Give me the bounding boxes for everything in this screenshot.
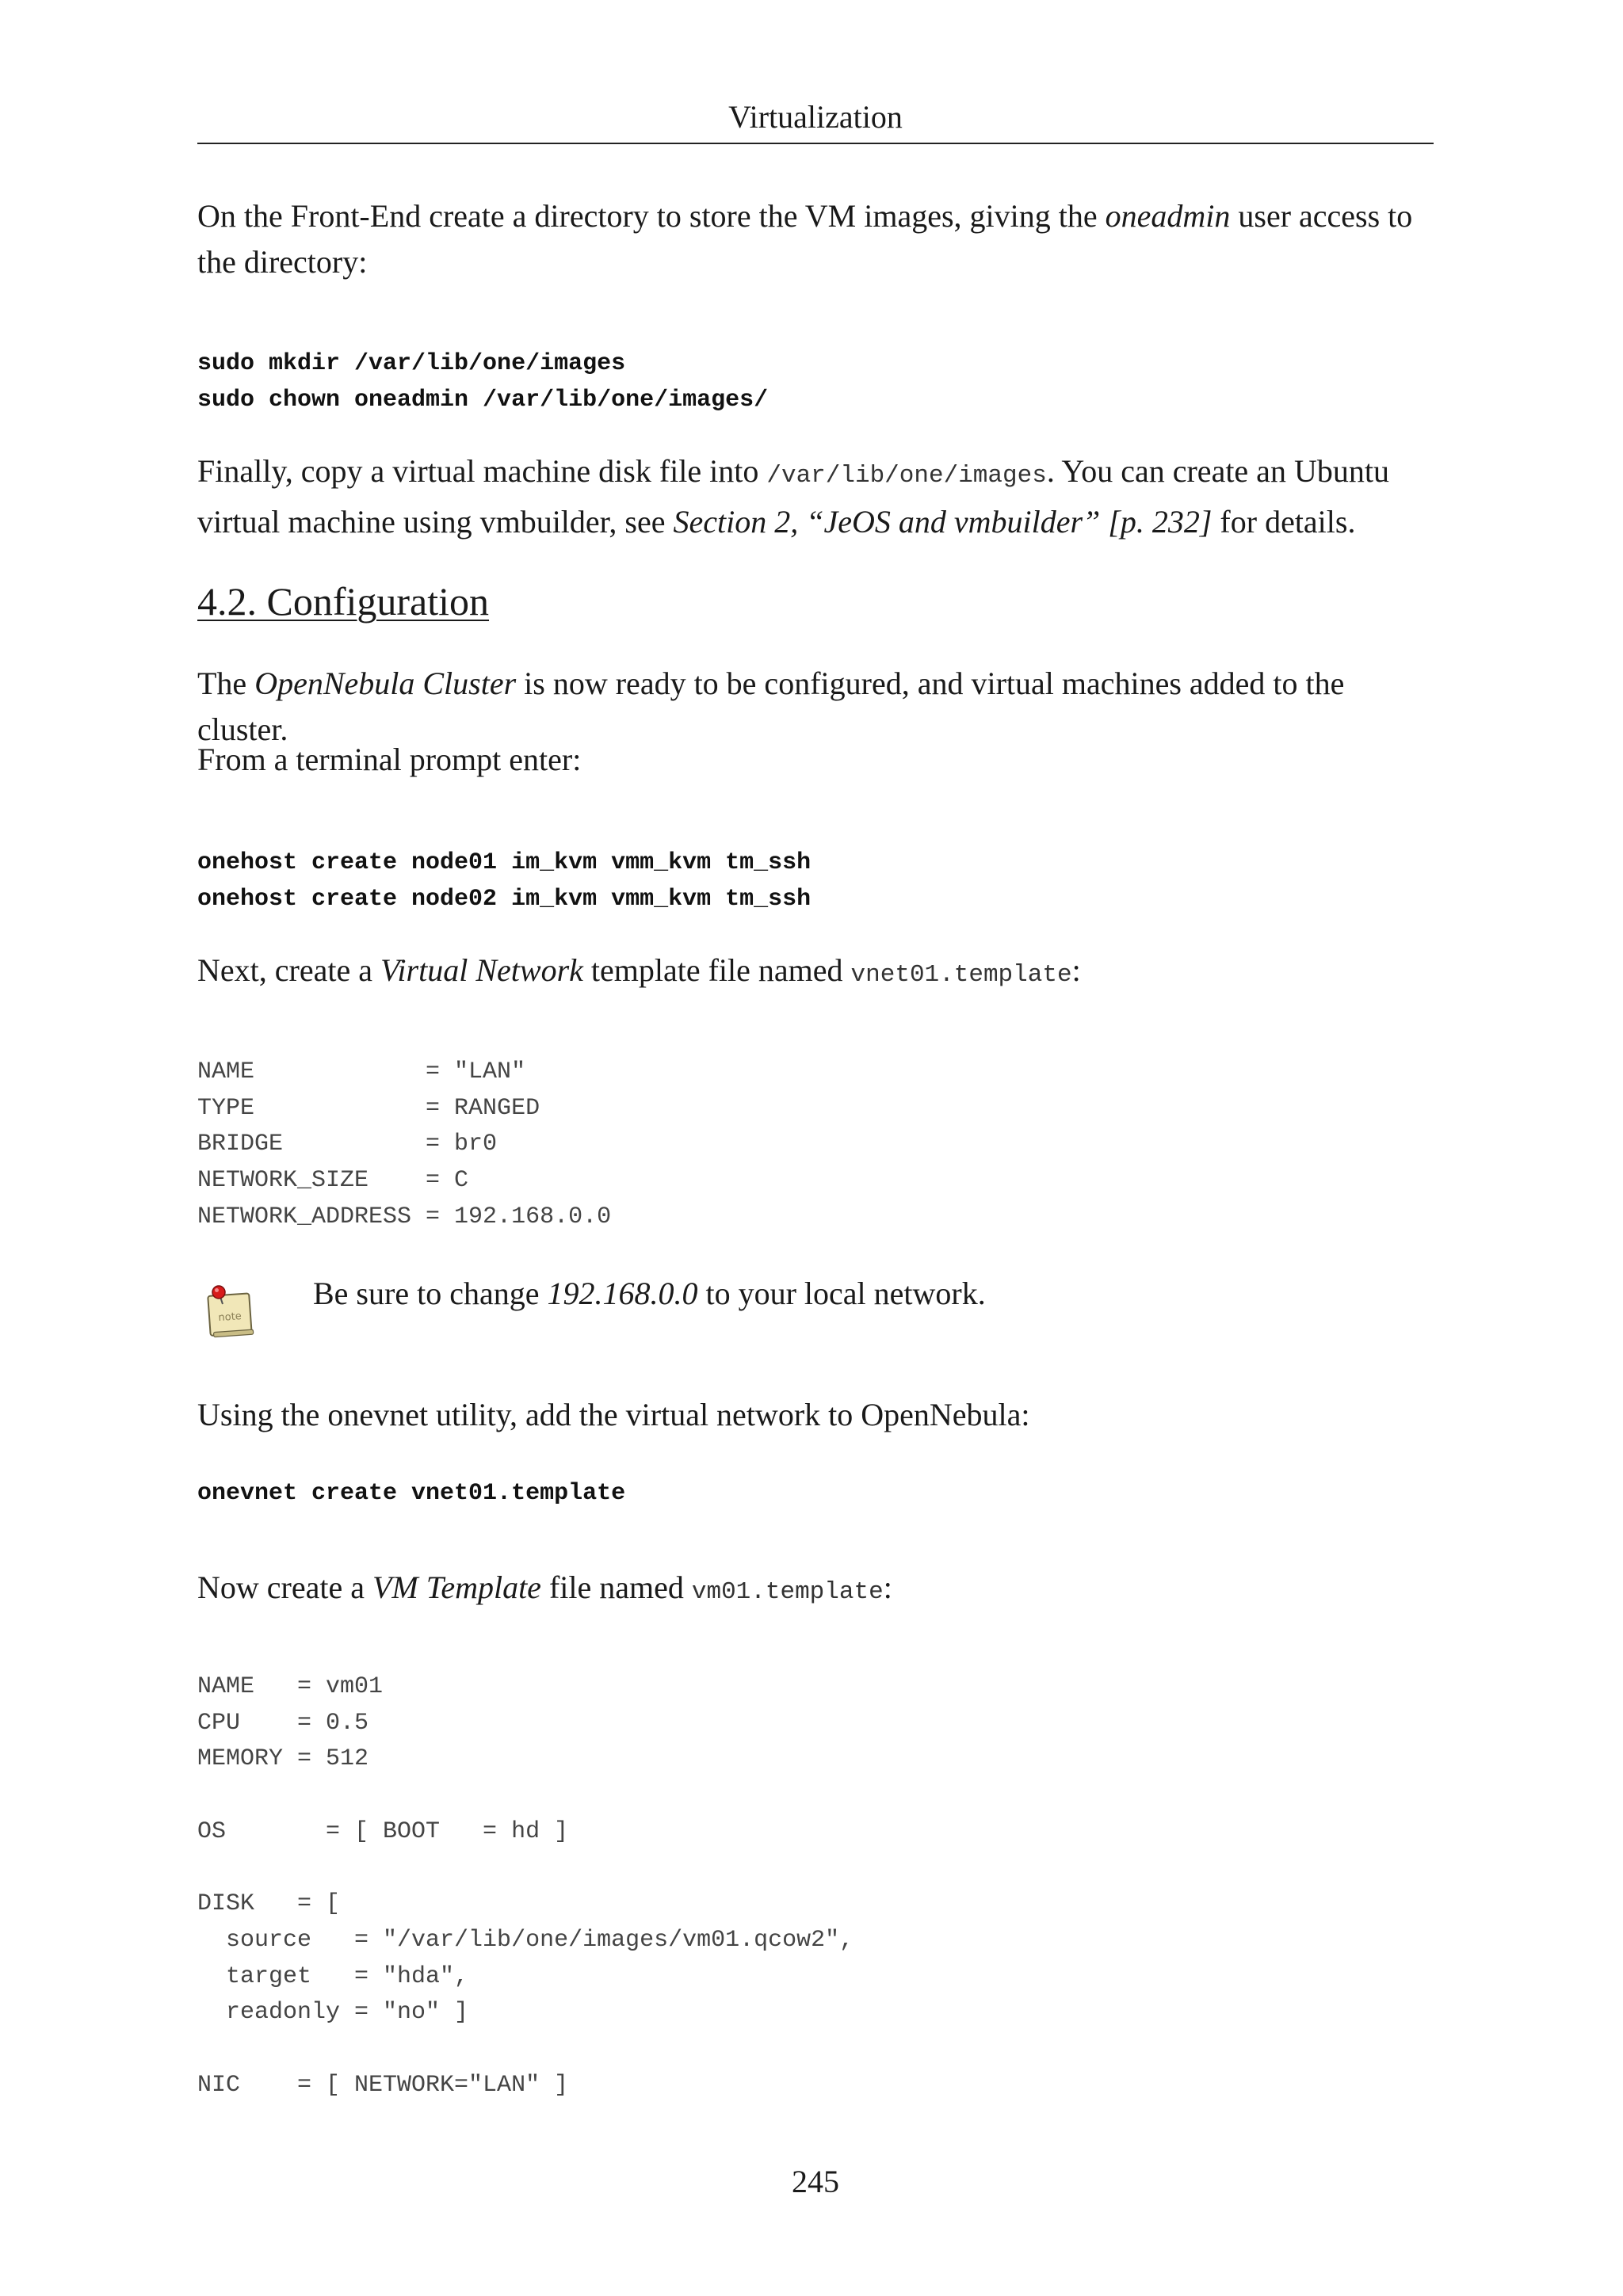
emphasis-ip-address: 192.168.0.0 bbox=[547, 1276, 698, 1311]
text-run: Next, create a bbox=[197, 952, 380, 988]
header-rule bbox=[197, 143, 1434, 144]
emphasis-opennebula-cluster: OpenNebula Cluster bbox=[254, 666, 517, 701]
paragraph-onevnet-utility: Using the onevnet utility, add the virtual network to OpenNebula: bbox=[197, 1397, 1030, 1432]
page-number: 245 bbox=[792, 2164, 839, 2199]
code-block-vm-template: NAME = vm01 CPU = 0.5 MEMORY = 512 OS = [ BOOT = hd ] DISK = [ source = "/var/lib/one/images/vm01.qcow2", target = "hda", readonly = "no" ] NIC = [ NETWORK="LAN" ] bbox=[197, 1673, 854, 2099]
note-text bbox=[313, 1271, 1423, 1317]
inline-code-images-path: /var/lib/one/images bbox=[766, 462, 1047, 490]
text-run: : bbox=[883, 1569, 892, 1605]
text-run: for details. bbox=[1212, 504, 1356, 540]
inline-code-vnet-template: vnet01.template bbox=[850, 961, 1072, 989]
text-run: file named bbox=[540, 1569, 692, 1605]
paragraph-copy-disk bbox=[197, 448, 1434, 545]
code-block-mkdir: sudo mkdir /var/lib/one/images sudo chown oneadmin /var/lib/one/images/ bbox=[197, 350, 769, 414]
emphasis-oneadmin: oneadmin bbox=[1105, 198, 1231, 234]
note-icon-label: note bbox=[218, 1310, 242, 1325]
text-run: The bbox=[197, 666, 255, 701]
paragraph-virtual-network bbox=[197, 948, 1434, 998]
paragraph-vm-template bbox=[197, 1565, 1434, 1615]
text-run: user access to the directory: bbox=[197, 198, 1413, 280]
code-block-onehost: onehost create node01 im_kvm vmm_kvm tm_ssh onehost create node02 im_kvm vmm_kvm tm_ssh bbox=[197, 849, 812, 913]
running-header: Virtualization bbox=[728, 99, 903, 135]
text-run: . You can create an Ubuntu virtual machine using vmbuilder, see bbox=[197, 453, 1389, 540]
text-run: Now create a bbox=[197, 1569, 372, 1605]
text-run: template file named bbox=[582, 952, 851, 988]
emphasis-vm-template: VM Template bbox=[372, 1569, 541, 1605]
emphasis-virtual-network: Virtual Network bbox=[380, 952, 583, 988]
text-run: On the Front-End create a directory to store the VM images, giving the bbox=[197, 198, 1106, 234]
code-block-vnet-template: NAME = "LAN" TYPE = RANGED BRIDGE = br0 NETWORK_SIZE = C NETWORK_ADDRESS = 192.168.0.0 bbox=[197, 1058, 612, 1230]
text-run: Be sure to change bbox=[313, 1276, 548, 1311]
paragraph-create-directory bbox=[197, 193, 1434, 285]
text-run: : bbox=[1071, 952, 1081, 988]
code-block-onevnet: onevnet create vnet01.template bbox=[197, 1480, 626, 1507]
text-run: to your local network. bbox=[697, 1276, 986, 1311]
cross-reference-link[interactable]: Section 2, “JeOS and vmbuilder” [p. 232] bbox=[673, 504, 1212, 540]
inline-code-vm-template: vm01.template bbox=[691, 1578, 884, 1606]
note-icon bbox=[205, 1283, 258, 1341]
section-heading[interactable]: 4.2. Configuration bbox=[197, 579, 490, 624]
text-run: Finally, copy a virtual machine disk file into bbox=[197, 453, 767, 489]
text-run: is now ready to be configured, and virtual machines added to the cluster. bbox=[197, 666, 1345, 747]
paragraph-terminal-prompt: From a terminal prompt enter: bbox=[197, 742, 582, 777]
